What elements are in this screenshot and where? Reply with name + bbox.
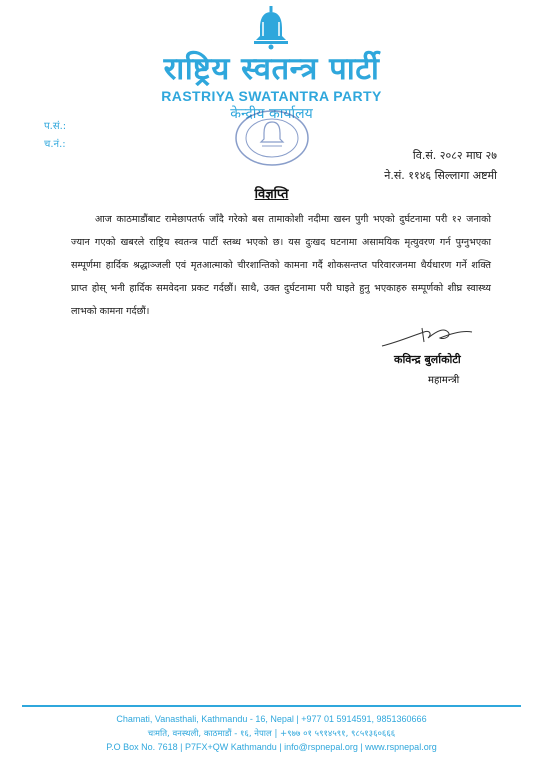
footer-address-nepali: चःमति, वनस्थली, काठमाडौं - १६, नेपाल | +९७७ ०१ ५९१४५९१, ९८५१३६०६६६ (147, 729, 396, 739)
dispatch-number-label: च.नं.: (44, 139, 66, 150)
office-name-nepali: केन्द्रीय कार्यालय (230, 106, 313, 122)
office-seal-icon (232, 108, 312, 168)
bell-logo-icon (251, 6, 291, 50)
footer-address-english: Chamati, Vanasthali, Kathmandu - 16, Nepal | +977 01 5914591, 9851360666 (116, 714, 427, 724)
signatory-title: महामन्त्री (428, 375, 460, 386)
party-name-nepali: राष्ट्रिय स्वतन्त्र पार्टी (163, 51, 380, 87)
date-nepal-samvat: ने.सं. ११४६ सिल्लागा अष्टमी (384, 169, 497, 182)
letter-number-label: प.सं.: (44, 121, 67, 132)
notice-title: विज्ञप्ति (254, 187, 289, 202)
party-name-english: RASTRIYA SWATANTRA PARTY (161, 88, 382, 104)
signatory-name: कविन्द्र बुर्लाकोटी (394, 353, 461, 366)
notice-body (71, 208, 491, 323)
date-vikram-samvat: वि.सं. २०८२ माघ २७ (412, 149, 497, 162)
notice-body-paragraph: आज काठमाडौंबाट रामेछापतर्फ जाँदै गरेको बस तामाकोशी नदीमा खस्न पुगी भएको दुर्घटनामा परी १२ जनाको ज्यान गएको खबरले राष्ट्रिय स्वतन्त्र पार्टी स्तब्ध भएको छ। यस दुःखद घटनामा असामयिक मृत्युवरण गर्न पुग्नुभएका सम्पूर्णमा हार्दिक श्रद्धाञ्जली एवं मृतआत्माको चीरशान्तिको कामना गर्दै शोकसन्तप्त परिवारजनमा धैर्यधारण गर्ने शक्ति प्राप्त होस् भनी हार्दिक समवेदना प्रकट गर्दछौं। साथै, उक्त दुर्घटनामा परी घाइते हुनु भएकाहरु सम्पूर्णको शीघ्र स्वास्थ्य लाभको कामना गर्दछौं। (71, 214, 491, 317)
footer-divider (22, 705, 521, 707)
handwritten-signature (378, 322, 478, 352)
footer-contact: P.O Box No. 7618 | P7FX+QW Kathmandu | info@rspnepal.org | www.rspnepal.org (106, 742, 437, 752)
